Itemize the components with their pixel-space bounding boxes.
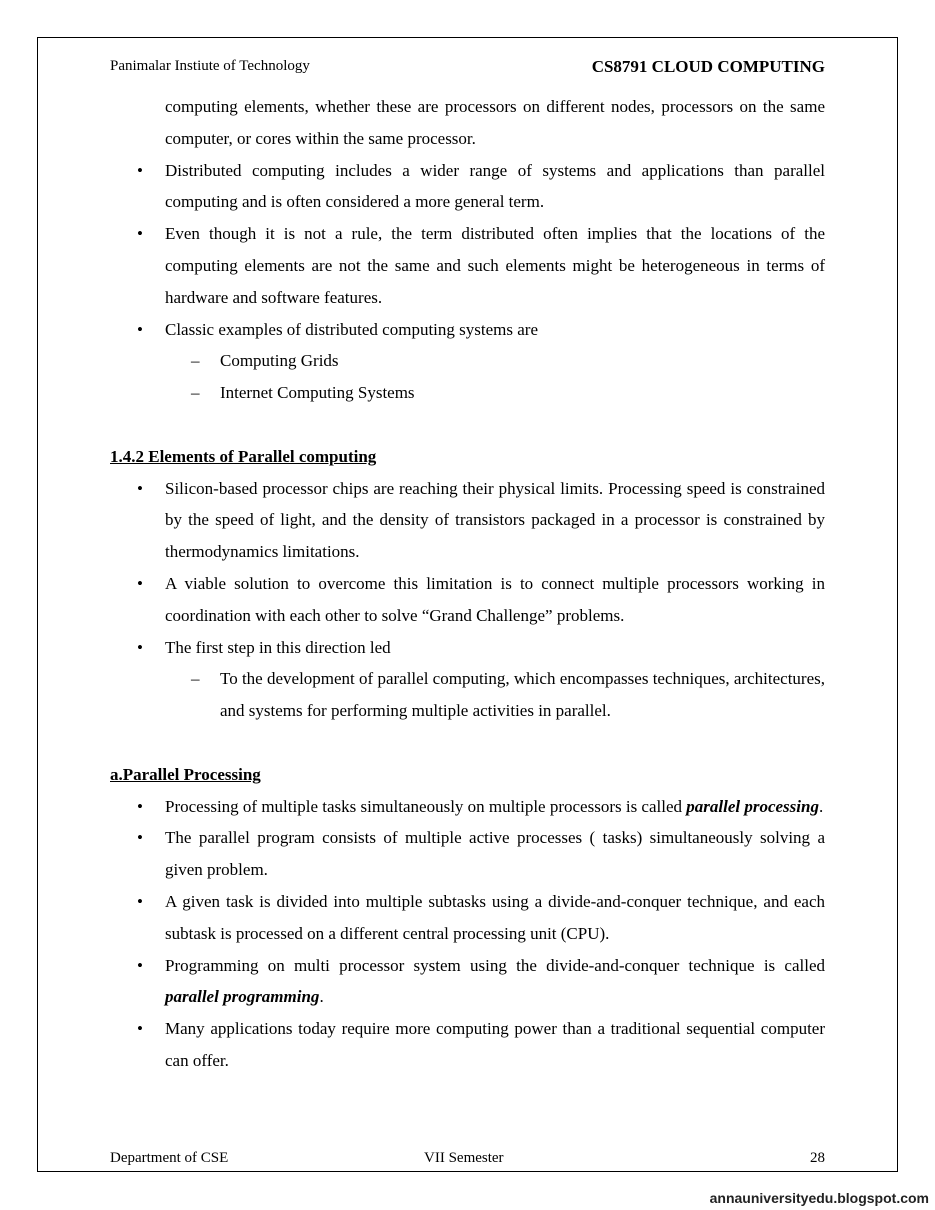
list-item: • Distributed computing includes a wider range of systems and applications than parallel computing and is often considered a more general term.: [110, 155, 825, 219]
list-item-text: Processing of multiple tasks simultaneously on multiple processors is called: [165, 796, 687, 816]
header-institution: Panimalar Instiute of Technology: [110, 58, 310, 74]
list-item-text: Programming on multi processor system using the divide-and-conquer technique is called: [165, 955, 825, 975]
list-item: • A viable solution to overcome this limitation is to connect multiple processors working in coordination with each other to solve “Grand Challenge” problems.: [110, 568, 825, 632]
list-item-text: Classic examples of distributed computing systems are: [165, 319, 538, 339]
sublist-item: – Computing Grids: [165, 345, 825, 377]
footer-department: Department of CSE: [110, 1150, 229, 1166]
section-142-bullet-list: [110, 473, 825, 727]
sublist-item: – Internet Computing Systems: [165, 377, 825, 409]
parallel-processing-bullet-list: [110, 791, 825, 1077]
punctuation: .: [818, 796, 824, 816]
list-item-text: The first step in this direction led: [165, 637, 391, 657]
page-content: [110, 91, 825, 1077]
section-heading-parallel-processing: a.Parallel Processing: [110, 764, 261, 784]
watermark-url: annauniversityedu.blogspot.com: [709, 1190, 929, 1206]
sublist-item: – To the development of parallel computing, which encompasses techniques, architectures, and systems for performing multiple activities in parallel.: [165, 663, 825, 727]
list-item: • Silicon-based processor chips are reaching their physical limits. Processing speed is constrained by the speed of light, and the density of transistors packaged in a processor is constrained by thermodynamics limitations.: [110, 473, 825, 568]
list-item: [110, 950, 825, 1014]
list-item: • The parallel program consists of multiple active processes ( tasks) simultaneously solving a given problem.: [110, 822, 825, 886]
emphasis-term: parallel programming: [165, 987, 320, 1007]
list-item: [110, 632, 825, 727]
section-142-sublist: [165, 663, 825, 727]
list-item: • Even though it is not a rule, the term distributed often implies that the locations of the computing elements are not the same and such elements might be heterogeneous in terms of hardware and software features.: [110, 218, 825, 313]
continued-paragraph: computing elements, whether these are processors on different nodes, processors on the same computer, or cores within the same processor.: [165, 97, 825, 148]
section-heading-142: 1.4.2 Elements of Parallel computing: [110, 446, 377, 466]
list-item: • Many applications today require more computing power than a traditional sequential computer can offer.: [110, 1013, 825, 1077]
footer-page-number: 28: [810, 1150, 825, 1166]
punctuation: .: [319, 987, 324, 1007]
emphasis-term: parallel processing: [686, 796, 819, 816]
footer-semester: VII Semester: [424, 1150, 504, 1166]
examples-sublist: [165, 345, 825, 409]
list-item: [110, 314, 825, 409]
header-course-title: CS8791 CLOUD COMPUTING: [591, 57, 825, 76]
list-item: [110, 791, 825, 823]
list-item: • A given task is divided into multiple subtasks using a divide-and-conquer technique, and each subtask is processed on a different central processing unit (CPU).: [110, 886, 825, 950]
intro-bullet-list: [110, 155, 825, 409]
